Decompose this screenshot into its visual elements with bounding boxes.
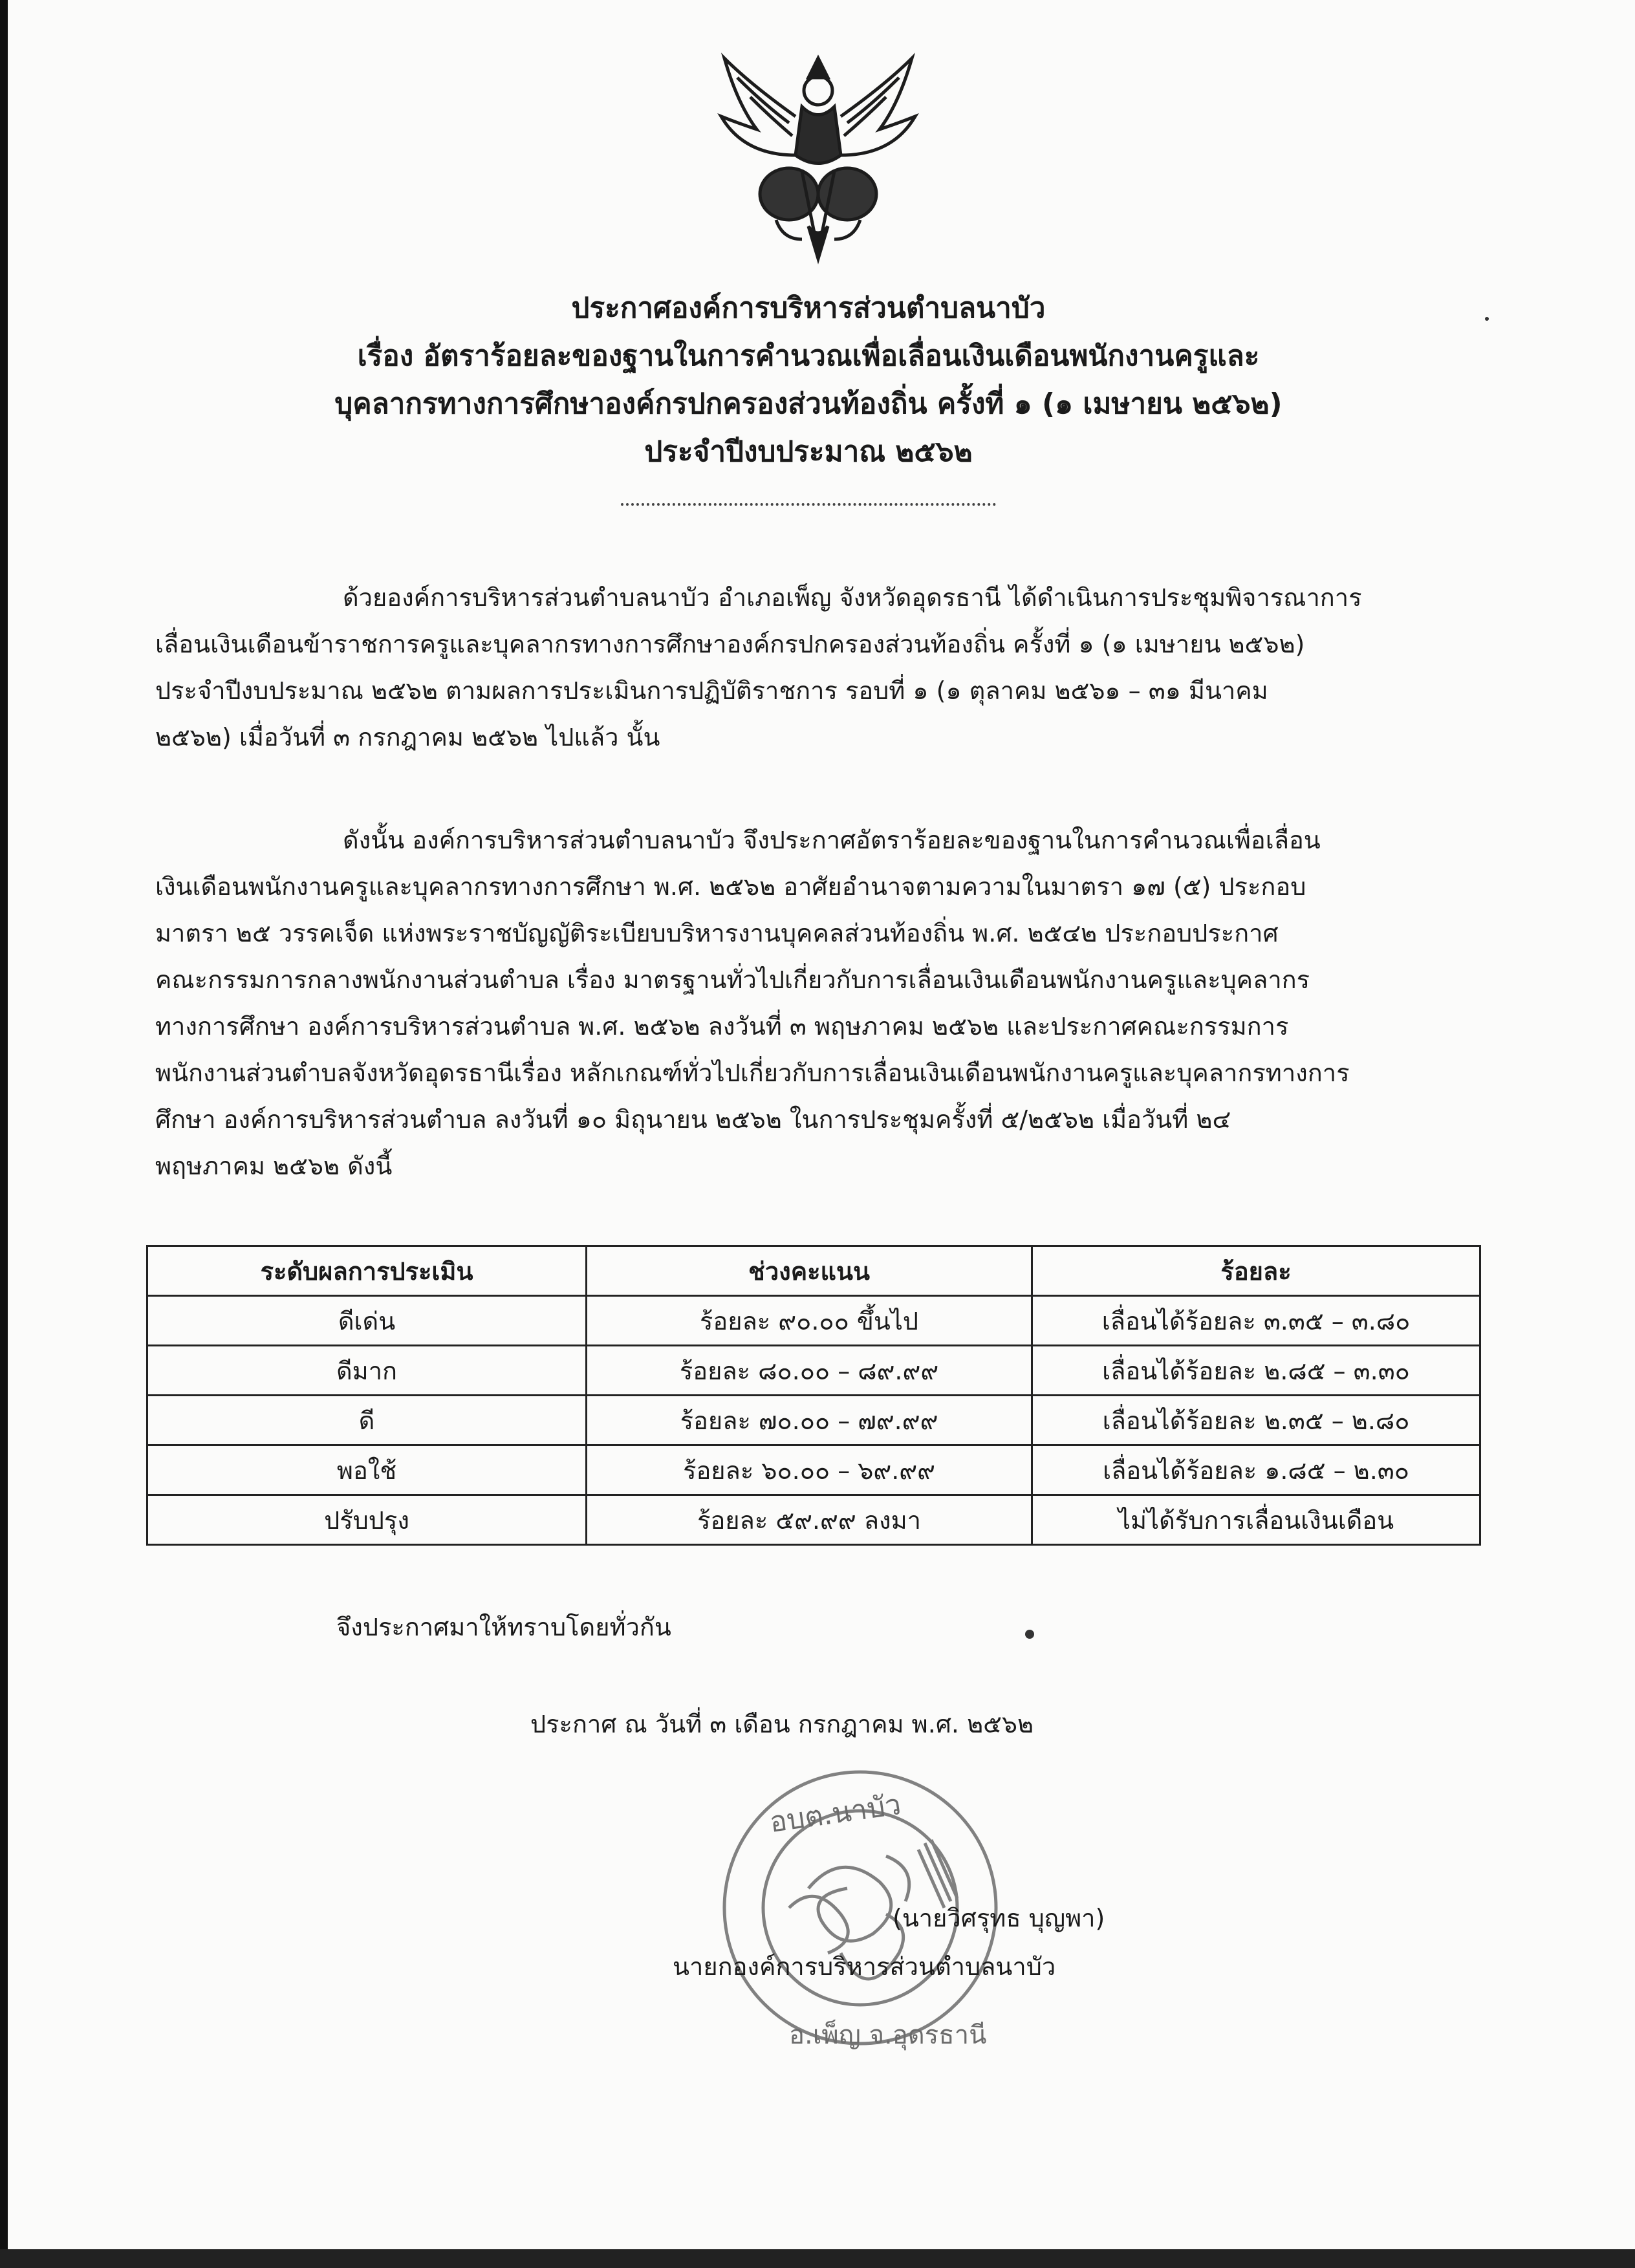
signatory-title: นายกองค์การบริหารส่วนตำบลนาบัว bbox=[673, 1952, 1056, 1981]
header-fiscal-year: ประจำปีงบประมาณ ๒๕๖๒ bbox=[644, 435, 973, 468]
cell-level: พอใช้ bbox=[147, 1445, 587, 1495]
column-header-level: ระดับผลการประเมิน bbox=[147, 1246, 587, 1296]
paragraph-2 bbox=[155, 817, 1462, 1189]
scan-edge-left bbox=[0, 0, 8, 2268]
cell-level: ดีมาก bbox=[147, 1346, 587, 1396]
paragraph-2-line: ศึกษา องค์การบริหารส่วนตำบล ลงวันที่ ๑๐ มิถุนายน ๒๕๖๒ ในการประชุมครั้งที่ ๕/๒๕๖๒ เมื่อวันที่ ๒๔ bbox=[155, 1105, 1231, 1134]
announcement-header bbox=[194, 285, 1423, 476]
garuda-emblem-icon bbox=[711, 45, 925, 265]
paragraph-1-line: ประจำปีงบประมาณ ๒๕๖๒ ตามผลการประเมินการปฏิบัติราชการ รอบที่ ๑ (๑ ตุลาคม ๒๕๖๑ – ๓๑ มีนาคม bbox=[155, 676, 1268, 705]
cell-score-range: ร้อยละ ๙๐.๐๐ ขึ้นไป bbox=[587, 1296, 1032, 1346]
table-row bbox=[147, 1296, 1480, 1346]
header-divider bbox=[621, 503, 996, 506]
evaluation-table bbox=[146, 1245, 1481, 1546]
header-issuer: ประกาศองค์การบริหารส่วนตำบลนาบัว bbox=[571, 292, 1046, 325]
cell-score-range: ร้อยละ ๕๙.๙๙ ลงมา bbox=[587, 1495, 1032, 1545]
scan-speck bbox=[1025, 1630, 1034, 1639]
paragraph-1 bbox=[155, 574, 1462, 761]
paragraph-1-line: เลื่อนเงินเดือนข้าราชการครูและบุคลากรทางการศึกษาองค์กรปกครองส่วนท้องถิ่น ครั้งที่ ๑ (๑ เมษายน ๒๕๖๒) bbox=[155, 630, 1305, 658]
cell-percent: เลื่อนได้ร้อยละ ๑.๘๕ – ๒.๓๐ bbox=[1032, 1445, 1480, 1495]
seal-text-bottom: อ.เพ็ญ จ.อุดรธานี bbox=[789, 2020, 987, 2050]
paragraph-2-line: คณะกรรมการกลางพนักงานส่วนตำบล เรื่อง มาตรฐานทั่วไปเกี่ยวกับการเลื่อนเงินเดือนพนักงานครูและบุคลากร bbox=[155, 966, 1310, 994]
table-row bbox=[147, 1445, 1480, 1495]
cell-percent: เลื่อนได้ร้อยละ ๓.๓๕ – ๓.๘๐ bbox=[1032, 1296, 1480, 1346]
header-subject-cont: บุคลากรทางการศึกษาองค์กรปกครองส่วนท้องถิ่น ครั้งที่ ๑ (๑ เมษายน ๒๕๖๒) bbox=[334, 387, 1283, 420]
table-header-row bbox=[147, 1246, 1480, 1296]
paragraph-2-line: ทางการศึกษา องค์การบริหารส่วนตำบล พ.ศ. ๒๕๖๒ ลงวันที่ ๓ พฤษภาคม ๒๕๖๒ และประกาศคณะกรรมการ bbox=[155, 1012, 1289, 1041]
cell-level: ปรับปรุง bbox=[147, 1495, 587, 1545]
cell-percent: เลื่อนได้ร้อยละ ๒.๘๕ – ๓.๓๐ bbox=[1032, 1346, 1480, 1396]
cell-score-range: ร้อยละ ๘๐.๐๐ – ๘๙.๙๙ bbox=[587, 1346, 1032, 1396]
scan-edge-bottom bbox=[0, 2249, 1635, 2268]
announcement-date: ประกาศ ณ วันที่ ๓ เดือน กรกฎาคม พ.ศ. ๒๕๖๒ bbox=[530, 1710, 1034, 1738]
closing-statement: จึงประกาศมาให้ทราบโดยทั่วกัน bbox=[336, 1613, 671, 1641]
table-row bbox=[147, 1346, 1480, 1396]
cell-score-range: ร้อยละ ๖๐.๐๐ – ๖๙.๙๙ bbox=[587, 1445, 1032, 1495]
paragraph-1-line: ด้วยองค์การบริหารส่วนตำบลนาบัว อำเภอเพ็ญ จังหวัดอุดรธานี ได้ดำเนินการประชุมพิจารณาการ bbox=[343, 583, 1362, 612]
paragraph-2-line: พฤษภาคม ๒๕๖๒ ดังนี้ bbox=[155, 1152, 393, 1180]
cell-percent: เลื่อนได้ร้อยละ ๒.๓๕ – ๒.๘๐ bbox=[1032, 1396, 1480, 1445]
cell-score-range: ร้อยละ ๗๐.๐๐ – ๗๙.๙๙ bbox=[587, 1396, 1032, 1445]
table-row bbox=[147, 1396, 1480, 1445]
paragraph-2-line: พนักงานส่วนตำบลจังหวัดอุดรธานีเรื่อง หลักเกณฑ์ทั่วไปเกี่ยวกับการเลื่อนเงินเดือนพนักงานครูและบุคลากรทางการ bbox=[155, 1059, 1350, 1087]
header-subject: เรื่อง อัตราร้อยละของฐานในการคำนวณเพื่อเลื่อนเงินเดือนพนักงานครูและ bbox=[357, 340, 1260, 373]
paragraph-2-line: เงินเดือนพนักงานครูและบุคลากรทางการศึกษา พ.ศ. ๒๕๖๒ อาศัยอำนาจตามความในมาตรา ๑๗ (๕) ประกอบ bbox=[155, 872, 1306, 901]
column-header-score-range: ช่วงคะแนน bbox=[587, 1246, 1032, 1296]
paragraph-1-line: ๒๕๖๒) เมื่อวันที่ ๓ กรกฎาคม ๒๕๖๒ ไปแล้ว นั้น bbox=[155, 723, 660, 751]
column-header-percent: ร้อยละ bbox=[1032, 1246, 1480, 1296]
paragraph-2-line: มาตรา ๒๕ วรรคเจ็ด แห่งพระราชบัญญัติระเบียบบริหารงานบุคคลส่วนท้องถิ่น พ.ศ. ๒๕๔๒ ประกอบประกาศ bbox=[155, 919, 1279, 947]
paragraph-2-line: ดังนั้น องค์การบริหารส่วนตำบลนาบัว จึงประกาศอัตราร้อยละของฐานในการคำนวณเพื่อเลื่อน bbox=[343, 826, 1321, 854]
scan-speck bbox=[1485, 317, 1489, 321]
signatory-name: (นายวิศรุทธ บุญพา) bbox=[893, 1904, 1105, 1932]
cell-percent: ไม่ได้รับการเลื่อนเงินเดือน bbox=[1032, 1495, 1480, 1545]
cell-level: ดี bbox=[147, 1396, 587, 1445]
table-row bbox=[147, 1495, 1480, 1545]
cell-level: ดีเด่น bbox=[147, 1296, 587, 1346]
seal-text-top: อบต.นาบัว bbox=[767, 1787, 904, 1839]
